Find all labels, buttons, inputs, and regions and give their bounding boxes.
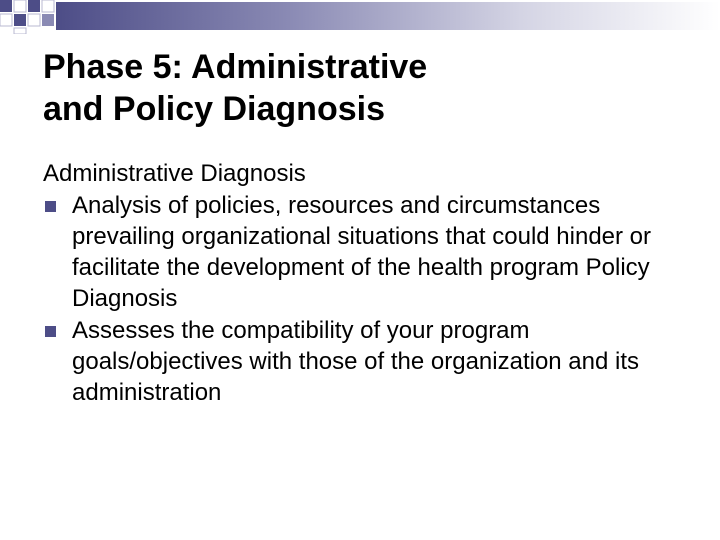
slide-body — [43, 158, 683, 409]
page-title — [43, 46, 683, 130]
bullet-text: Assesses the compatibility of your program goals/objectives with those of the organization and its administration — [72, 317, 640, 406]
checkered-squares-icon — [0, 0, 60, 34]
title-line-1: Phase 5: Administrative — [43, 48, 428, 86]
list-item — [43, 315, 683, 408]
square-bullet-icon — [45, 201, 56, 212]
list-item — [43, 190, 683, 314]
subheading: Administrative Diagnosis — [43, 160, 306, 187]
title-line-2: and Policy Diagnosis — [43, 90, 385, 128]
header-decoration — [0, 0, 720, 34]
header-gradient-bar — [56, 2, 720, 30]
bullet-text: Analysis of policies, resources and circumstances prevailing organizational situations that could hinder or facilitate the development of the health program Policy Diagnosis — [72, 192, 652, 312]
square-bullet-icon — [45, 326, 56, 337]
bullet-list — [43, 190, 683, 408]
